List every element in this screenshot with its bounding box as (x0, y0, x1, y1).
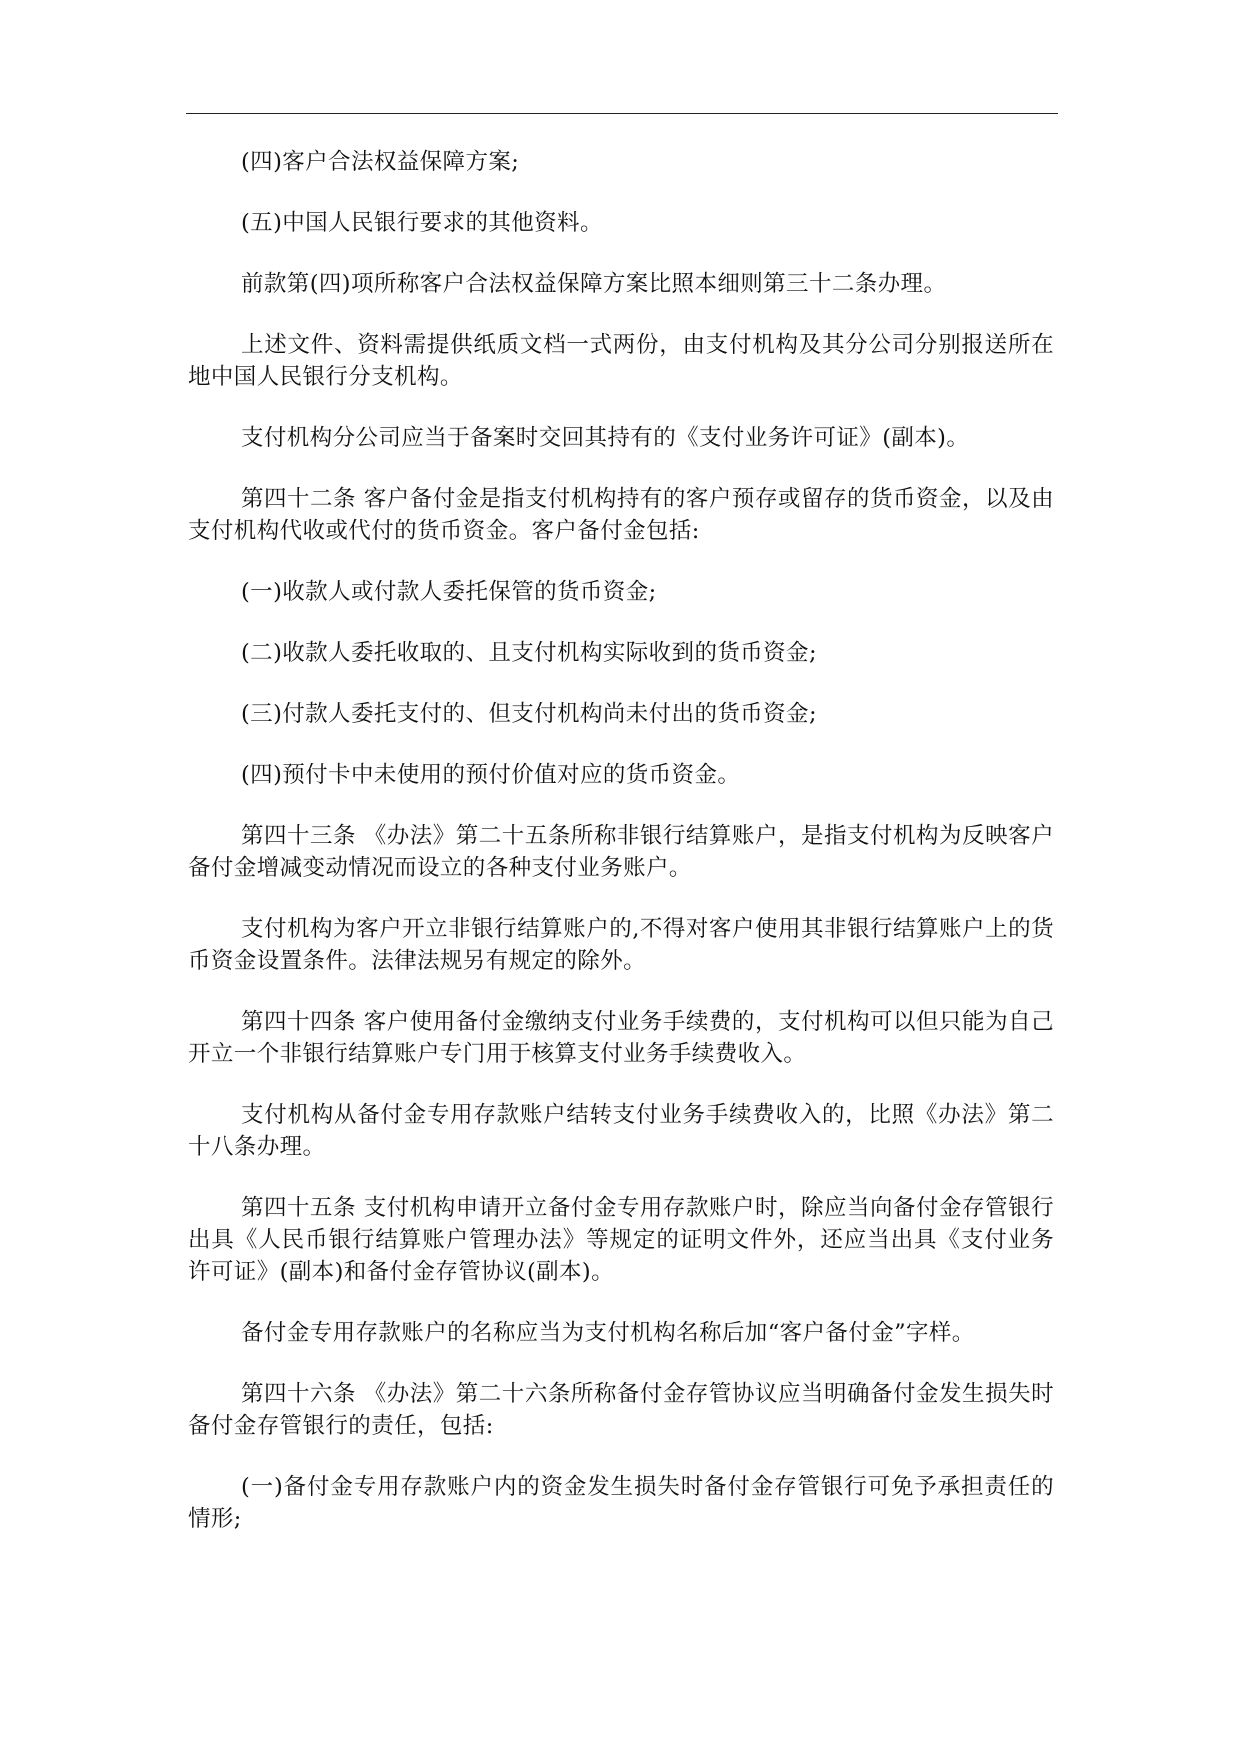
paragraph: 备付金专用存款账户的名称应当为支付机构名称后加“客户备付金”字样。 (241, 1320, 975, 1346)
document-body (188, 146, 1054, 1564)
paragraph: (四)客户合法权益保障方案; (241, 149, 520, 175)
paragraph: 前款第(四)项所称客户合法权益保障方案比照本细则第三十二条办理。 (241, 271, 947, 297)
paragraph: (五)中国人民银行要求的其他资料。 (241, 210, 603, 236)
article-43: 第四十三条 《办法》第二十五条所称非银行结算账户，是指支付机构为反映客户备付金增减变动情况而设立的各种支付业务账户。 (188, 823, 1054, 881)
paragraph: 支付机构分公司应当于备案时交回其持有的《支付业务许可证》(副本)。 (241, 425, 970, 451)
article-46: 第四十六条 《办法》第二十六条所称备付金存管协议应当明确备付金发生损失时备付金存管银行的责任，包括: (188, 1381, 1054, 1439)
header-rule (186, 113, 1058, 114)
article-44: 第四十四条 客户使用备付金缴纳支付业务手续费的，支付机构可以但只能为自己开立一个非银行结算账户专门用于核算支付业务手续费收入。 (188, 1009, 1054, 1067)
article-45: 第四十五条 支付机构申请开立备付金专用存款账户时，除应当向备付金存管银行出具《人民币银行结算账户管理办法》等规定的证明文件外，还应当出具《支付业务许可证》(副本)和备付金存管协议(副本)。 (188, 1195, 1054, 1285)
list-item: (一)收款人或付款人委托保管的货币资金; (241, 579, 657, 605)
article-42: 第四十二条 客户备付金是指支付机构持有的客户预存或留存的货币资金，以及由支付机构代收或代付的货币资金。客户备付金包括: (188, 486, 1054, 544)
list-item: (三)付款人委托支付的、但支付机构尚未付出的货币资金; (241, 701, 817, 727)
list-item: (一)备付金专用存款账户内的资金发生损失时备付金存管银行可免予承担责任的情形; (188, 1474, 1054, 1532)
paragraph: 上述文件、资料需提供纸质文档一式两份，由支付机构及其分公司分别报送所在地中国人民银行分支机构。 (188, 332, 1054, 390)
list-item: (二)收款人委托收取的、且支付机构实际收到的货币资金; (241, 640, 817, 666)
list-item: (四)预付卡中未使用的预付价值对应的货币资金。 (241, 762, 741, 788)
paragraph: 支付机构为客户开立非银行结算账户的,不得对客户使用其非银行结算账户上的货币资金设置条件。法律法规另有规定的除外。 (188, 916, 1054, 974)
paragraph: 支付机构从备付金专用存款账户结转支付业务手续费收入的，比照《办法》第二十八条办理。 (188, 1102, 1054, 1160)
